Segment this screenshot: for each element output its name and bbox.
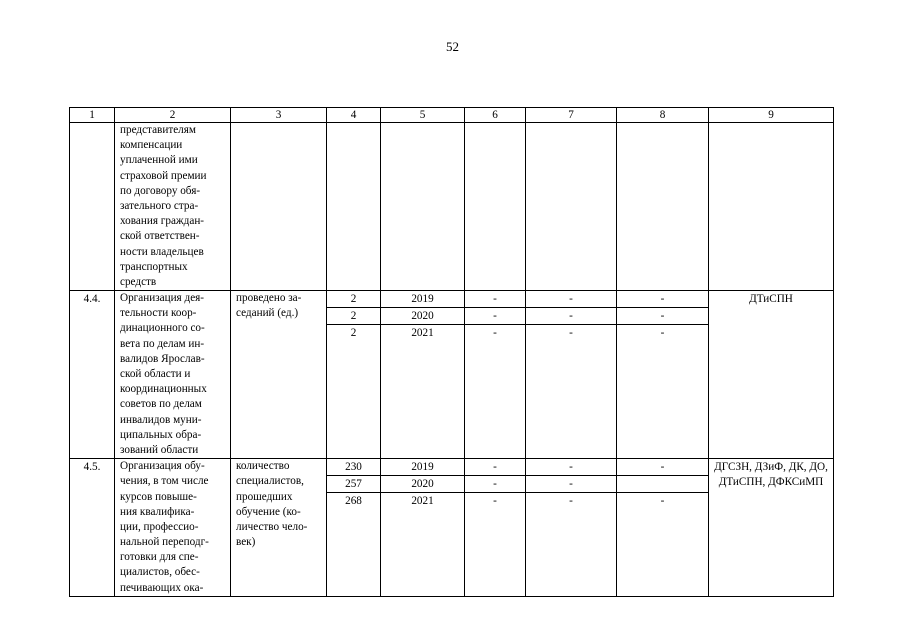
text-line: компенсации [120, 139, 183, 152]
text-line: ципальных обра- [120, 428, 202, 441]
sub-value: 2020 [381, 308, 464, 325]
text-line: ской ответствен- [120, 230, 200, 243]
text-line: курсов повыше- [120, 490, 197, 503]
text-line: Организация дея- [120, 292, 205, 305]
value-cell-col7 [526, 459, 617, 597]
sub-value: 2021 [411, 327, 434, 340]
table-row [70, 291, 834, 459]
text-line: транспортных [120, 260, 188, 273]
text-line: прошедших [236, 490, 293, 503]
text-line: личество чело- [236, 520, 308, 533]
indicator-cell [231, 459, 327, 597]
responsible-cell: ДГСЗН, ДЗиФ, ДК, ДО, ДТиСПН, ДФКСиМП [709, 459, 834, 597]
text-line: печивающих ока- [120, 581, 204, 594]
sub-value: 257 [327, 476, 380, 493]
text-line: нальной переподг- [120, 536, 209, 549]
plan-table [69, 107, 834, 597]
sub-value [617, 476, 708, 493]
sub-value: 2019 [381, 459, 464, 476]
responsible-cell [709, 123, 834, 291]
value-cell-col5 [381, 123, 465, 291]
sub-value: - [660, 495, 665, 508]
sub-value: - [617, 291, 708, 308]
text-line: количество [236, 460, 290, 473]
table-row [70, 123, 834, 291]
column-header-8: 8 [617, 108, 709, 123]
measure-name-cell [115, 123, 231, 291]
sub-value: - [569, 327, 573, 340]
sub-value: - [465, 459, 525, 476]
text-line: специалистов, [236, 475, 304, 488]
value-cell-col8 [617, 291, 709, 459]
sub-value: - [526, 291, 616, 308]
sub-value: 2021 [411, 495, 434, 508]
text-line: Организация обу- [120, 460, 205, 473]
sub-value: - [465, 476, 525, 493]
text-line: вета по делам ин- [120, 337, 205, 350]
text-line: ности владельцев [120, 245, 204, 258]
sub-value: - [493, 327, 497, 340]
sub-value: - [617, 308, 708, 325]
column-header-7: 7 [526, 108, 617, 123]
responsible-cell: ДТиСПН [709, 291, 834, 459]
sub-value: - [493, 495, 497, 508]
sub-value: 2 [327, 308, 380, 325]
column-header-5: 5 [381, 108, 465, 123]
column-header-9: 9 [709, 108, 834, 123]
text-line: век) [236, 536, 256, 549]
sub-value: - [526, 459, 616, 476]
measure-name-cell [115, 459, 231, 597]
sub-value: - [660, 327, 665, 340]
page-number: 52 [446, 39, 459, 54]
row-number: 4.5. [70, 459, 115, 597]
column-header-3: 3 [231, 108, 327, 123]
indicator-cell [231, 291, 327, 459]
value-cell-col5 [381, 459, 465, 597]
value-cell-col7 [526, 291, 617, 459]
text-line: координационных [120, 383, 207, 396]
text-line: тельности коор- [120, 307, 197, 320]
indicator-cell [231, 123, 327, 291]
sub-value: 2020 [381, 476, 464, 493]
text-line: проведено за- [236, 292, 302, 305]
header-row [70, 108, 834, 123]
sub-value: 268 [345, 495, 362, 508]
text-line: готовки для спе- [120, 551, 199, 564]
sub-value: 2 [350, 327, 357, 340]
value-cell-col7 [526, 123, 617, 291]
sub-value: - [526, 308, 616, 325]
sub-value: 2 [327, 291, 380, 308]
text-line: ской области и [120, 368, 191, 380]
sub-value: - [526, 476, 616, 493]
value-cell-col4 [327, 291, 381, 459]
value-cell-col6 [465, 459, 526, 597]
value-cell-col5 [381, 291, 465, 459]
text-line: уплаченной ими [120, 154, 198, 167]
measure-name-cell [115, 291, 231, 459]
text-line: средств [120, 275, 157, 288]
value-cell-col6 [465, 291, 526, 459]
text-line: страховой премии [120, 169, 207, 182]
text-line: хования граждан- [120, 215, 205, 228]
sub-value: - [569, 495, 573, 508]
text-line: динационного со- [120, 322, 205, 335]
text-line: циалистов, обес- [120, 566, 200, 579]
text-line: ции, профессио- [120, 520, 199, 533]
table-row [70, 459, 834, 597]
column-header-6: 6 [465, 108, 526, 123]
text-line: представителям [120, 124, 196, 136]
sub-value: 2019 [381, 291, 464, 308]
value-cell-col8 [617, 123, 709, 291]
value-cell-col8 [617, 459, 709, 597]
row-number [70, 123, 115, 291]
text-line: по договору обя- [120, 184, 201, 197]
sub-value: - [465, 291, 525, 308]
text-line: седаний (ед.) [236, 307, 299, 320]
text-line: ния квалифика- [120, 505, 195, 518]
text-line: зований области [120, 443, 199, 456]
value-cell-col6 [465, 123, 526, 291]
text-line: инвалидов муни- [120, 413, 202, 426]
sub-value: - [465, 308, 525, 325]
text-line: обучение (ко- [236, 505, 301, 518]
value-cell-col4 [327, 123, 381, 291]
sub-value: 230 [327, 459, 380, 476]
text-line: советов по делам [120, 398, 202, 411]
column-header-1: 1 [70, 108, 115, 123]
sub-value: - [617, 459, 708, 476]
column-header-4: 4 [327, 108, 381, 123]
text-line: валидов Ярослав- [120, 352, 205, 365]
row-number: 4.4. [70, 291, 115, 459]
column-header-2: 2 [115, 108, 231, 123]
text-line: чения, в том числе [120, 475, 209, 488]
value-cell-col4 [327, 459, 381, 597]
text-line: зательного стра- [120, 199, 199, 212]
